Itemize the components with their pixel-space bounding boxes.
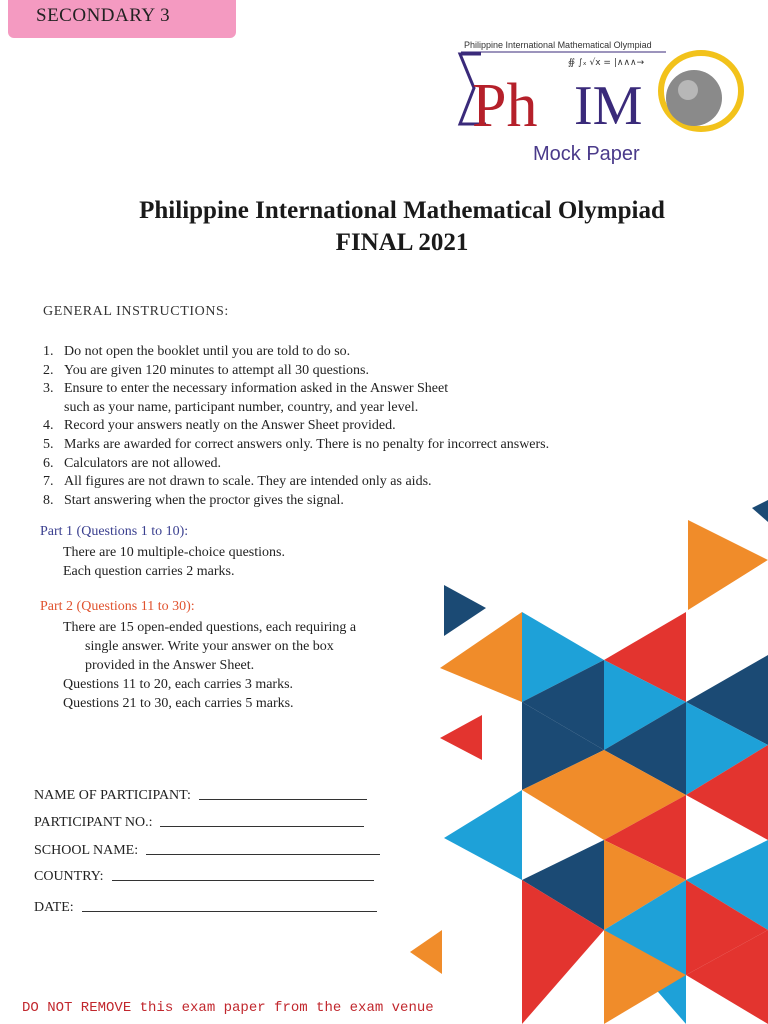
- field-participant-no[interactable]: [34, 815, 364, 831]
- field-blank-line[interactable]: [146, 853, 380, 855]
- logo-wordmark-im: IM: [574, 75, 643, 137]
- logo-subtitle: Mock Paper: [533, 143, 640, 165]
- field-blank-line[interactable]: [160, 825, 364, 827]
- logo-wordmark-ph: Ph: [472, 72, 538, 140]
- logo-org-name: Philippine International Mathematical Olympiad: [464, 40, 652, 50]
- field-label: SCHOOL NAME:: [34, 843, 139, 858]
- field-label: COUNTRY:: [34, 869, 104, 884]
- field-blank-line[interactable]: [82, 910, 377, 912]
- instruction-item: 1. Do not open the booklet until you are told to do so.: [43, 344, 351, 359]
- instruction-item: 8. Start answering when the proctor gives the signal.: [43, 492, 344, 508]
- part2-line: Questions 11 to 20, each carries 3 marks.: [63, 677, 294, 692]
- instructions-heading: GENERAL INSTRUCTIONS:: [43, 304, 229, 319]
- instruction-item: 7. All figures are not drawn to scale. They are intended only as aids.: [43, 474, 432, 490]
- part2-heading: Part 2 (Questions 11 to 30):: [40, 599, 195, 614]
- part2-line: Questions 21 to 30, each carries 5 marks.: [63, 696, 294, 711]
- deco-triangle: [752, 500, 768, 522]
- part2-line: There are 15 open-ended questions, each requiring a: [63, 620, 357, 635]
- field-label: DATE:: [34, 900, 74, 915]
- part2-line: provided in the Answer Sheet.: [85, 658, 255, 673]
- field-label: NAME OF PARTICIPANT:: [34, 788, 191, 803]
- deco-triangle: [410, 930, 442, 974]
- level-label: SECONDARY 3: [36, 5, 171, 26]
- instruction-item: 5. Marks are awarded for correct answers only. There is no penalty for incorrect answers.: [43, 436, 550, 452]
- part2-line: single answer. Write your answer on the box: [85, 639, 334, 654]
- field-blank-line[interactable]: [199, 798, 367, 800]
- decorative-triangles: [400, 500, 768, 1024]
- part2-description: [63, 618, 356, 713]
- page-subtitle: FINAL 2021: [335, 229, 469, 256]
- instruction-item: 3. Ensure to enter the necessary information asked in the Answer Sheet: [43, 381, 449, 397]
- page-title: Philippine International Mathematical Olympiad: [139, 197, 665, 224]
- field-blank-line[interactable]: [112, 879, 374, 881]
- part1-heading: Part 1 (Questions 1 to 10):: [40, 524, 189, 539]
- part1-line: Each question carries 2 marks.: [63, 564, 235, 579]
- field-date[interactable]: [34, 900, 377, 916]
- instruction-item-continued: such as your name, participant number, country, and year level.: [64, 399, 419, 415]
- part1-line: There are 10 multiple-choice questions.: [63, 545, 285, 560]
- footer-notice: DO NOT REMOVE this exam paper from the exam venue: [22, 1000, 434, 1016]
- field-label: PARTICIPANT NO.:: [34, 815, 153, 830]
- instruction-item: 4. Record your answers neatly on the Answer Sheet provided.: [43, 418, 396, 434]
- deco-triangle: [440, 715, 482, 760]
- level-tab: [8, 0, 236, 38]
- phimo-logo: [456, 36, 756, 170]
- field-participant-name[interactable]: [34, 788, 367, 804]
- instruction-item: 2. You are given 120 minutes to attempt all 30 questions.: [43, 362, 369, 378]
- deco-triangle: [444, 585, 486, 636]
- instruction-item: 6. Calculators are not allowed.: [43, 455, 222, 471]
- instructions-list: [43, 343, 723, 510]
- field-country[interactable]: [34, 869, 374, 885]
- part1-description: [63, 543, 285, 581]
- field-school-name[interactable]: [34, 843, 380, 859]
- deco-triangle: [444, 790, 522, 880]
- logo-formula-strip: ∯ ∫ₓ √x = |∧∧∧→: [568, 58, 645, 68]
